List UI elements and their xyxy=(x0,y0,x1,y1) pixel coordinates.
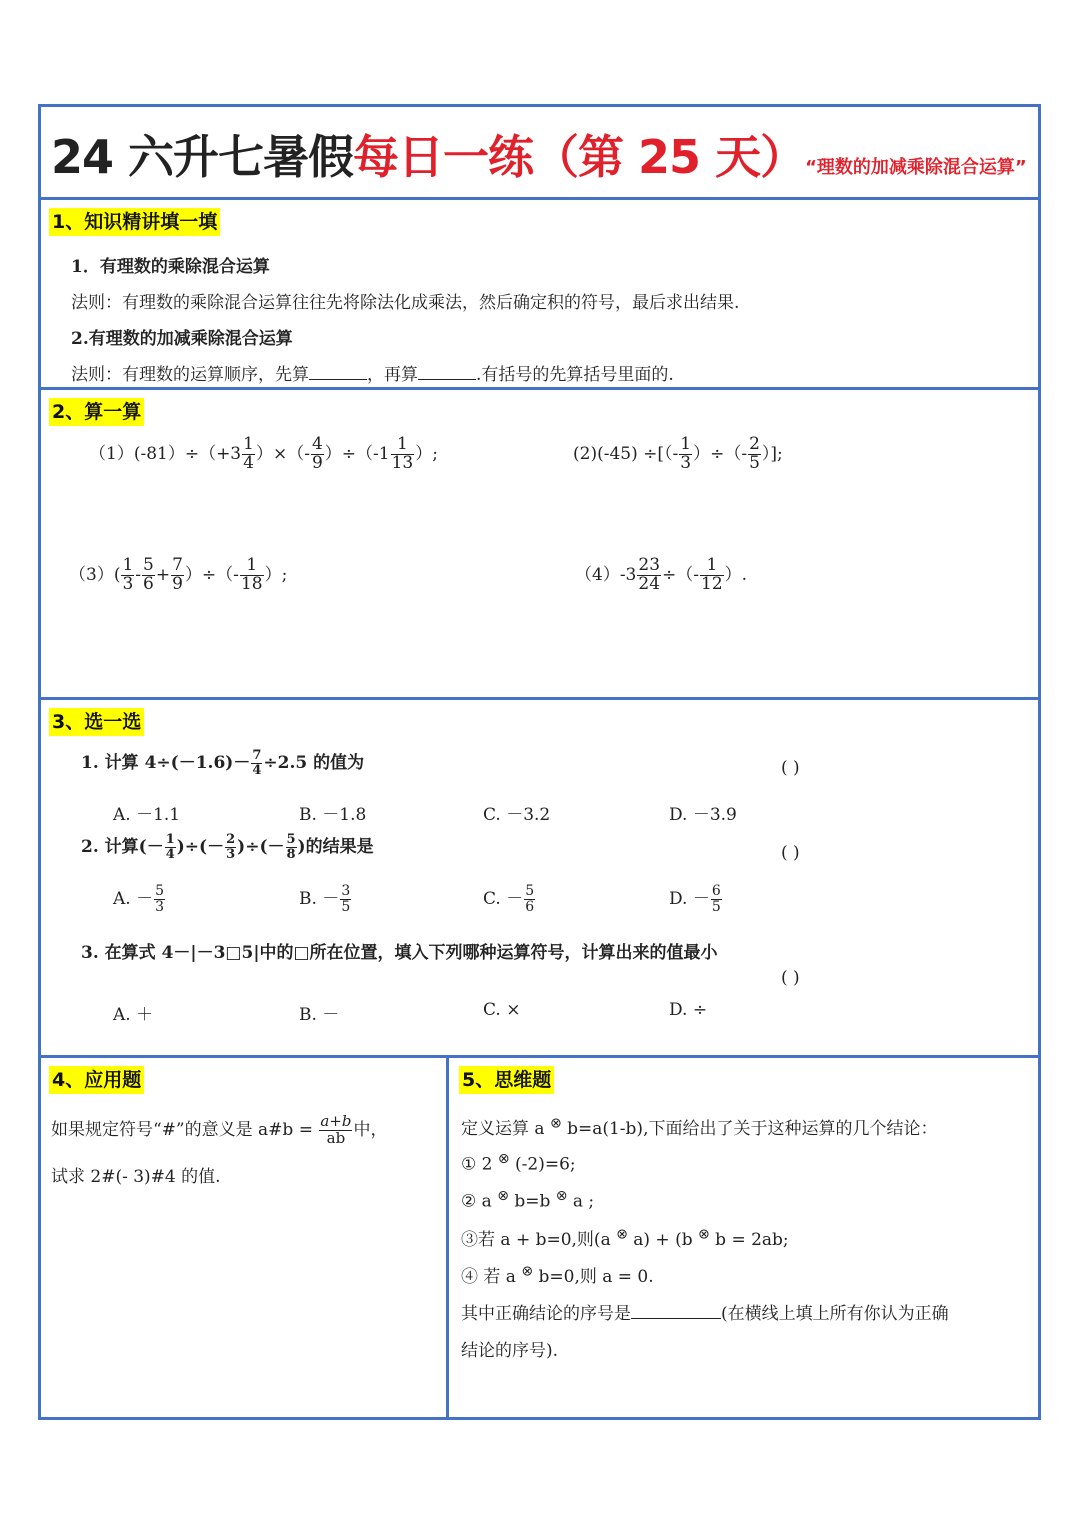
p1-d: ）; xyxy=(415,443,438,464)
t4-c: b = 2ab; xyxy=(715,1230,789,1250)
q1-b: ÷2.5 的值为 xyxy=(263,753,365,773)
q2-b-frac xyxy=(340,884,351,914)
p4-frac2 xyxy=(700,557,724,594)
q3-option-b[interactable]: B. － xyxy=(299,1005,340,1025)
problem-3 xyxy=(69,557,287,594)
q2-b-num: 3 xyxy=(341,883,351,900)
q2-d-label: D. － xyxy=(669,889,710,909)
otimes-icon: ⊗ xyxy=(497,1188,509,1204)
think-line-1 xyxy=(461,1114,937,1139)
t6-b: (在横线上填上所有你认为正确 xyxy=(721,1304,949,1324)
section-choice xyxy=(41,700,1038,1058)
q1-f-den: 4 xyxy=(252,763,262,778)
p1-f2-num: 4 xyxy=(311,434,323,454)
title-daily: 每日一练（第 25 天） xyxy=(353,130,806,184)
p2-b: ）÷（- xyxy=(693,443,748,464)
q2-d-den: 5 xyxy=(711,899,721,915)
q1-option-c[interactable]: C. －3.2 xyxy=(483,805,551,825)
p2-f2-den: 5 xyxy=(749,452,760,473)
otimes-icon: ⊗ xyxy=(698,1226,710,1243)
problem-4 xyxy=(575,557,747,594)
title-grade: 24 六升七暑假 xyxy=(51,130,354,184)
p3-frac3 xyxy=(171,557,184,594)
q1-answer-paren[interactable]: ( ) xyxy=(781,758,800,778)
otimes-icon: ⊗ xyxy=(616,1226,628,1243)
p3-frac4 xyxy=(240,557,264,594)
item1-rule: 法则：有理数的乘除混合运算往往先将除法化成乘法，然后确定积的符号，最后求出结果. xyxy=(71,293,740,313)
section-2-heading: 2、算一算 xyxy=(49,398,144,426)
app-text-b: 中， xyxy=(353,1119,388,1140)
t2-a: ① 2 xyxy=(461,1154,493,1175)
q2-f1-den: 4 xyxy=(165,847,175,862)
page-title xyxy=(51,121,1027,187)
q2-frac3 xyxy=(286,833,297,861)
p4-frac1 xyxy=(637,557,661,594)
app-line-1 xyxy=(51,1114,387,1147)
p1-f1-num: 1 xyxy=(243,434,254,454)
t2-b: (-2)=6; xyxy=(515,1154,576,1175)
q2-a-label: A. － xyxy=(113,889,154,909)
q2-option-b[interactable] xyxy=(299,884,352,915)
p1-b: ）×（- xyxy=(255,443,310,464)
q1-option-b[interactable]: B. －1.8 xyxy=(299,805,367,825)
q1-option-a[interactable]: A. －1.1 xyxy=(113,805,181,825)
p1-frac2 xyxy=(311,436,324,473)
p1-f1-den: 4 xyxy=(243,452,254,473)
q2-option-a[interactable] xyxy=(113,884,166,915)
otimes-icon: ⊗ xyxy=(521,1263,534,1280)
otimes-icon: ⊗ xyxy=(549,1115,562,1132)
p4-b: ÷（- xyxy=(662,564,700,585)
q2-f2-num: 2 xyxy=(226,832,236,848)
p3-f3-den: 9 xyxy=(172,573,183,594)
p1-f3-num: 1 xyxy=(391,436,415,455)
p2-f1-den: 3 xyxy=(680,452,692,473)
q3-option-c[interactable]: C. × xyxy=(483,1000,521,1020)
item2-title: 2.有理数的加减乘除混合运算 xyxy=(71,329,293,349)
p1-frac1 xyxy=(242,436,255,473)
section-bottom xyxy=(41,1058,1038,1417)
section-5-heading: 5、思维题 xyxy=(459,1066,554,1094)
q2-c-frac xyxy=(524,884,535,914)
p1-f3-den: 13 xyxy=(391,452,414,473)
think-line-4 xyxy=(461,1225,789,1250)
app-f-den: ab xyxy=(326,1128,346,1147)
otimes-icon: ⊗ xyxy=(497,1151,510,1167)
q2-b: )÷(－ xyxy=(176,837,225,857)
q2-b-label: B. － xyxy=(299,889,340,909)
t3-a: ② a xyxy=(461,1191,492,1212)
p3-f2-num: 5 xyxy=(143,555,154,575)
column-divider xyxy=(446,1058,449,1417)
q3-stem: 3. 在算式 4－|－3□5|中的□所在位置，填入下列哪种运算符号，计算出来的值最小 xyxy=(81,943,718,963)
section-3-heading: 3、选一选 xyxy=(49,708,144,736)
p3-f2-den: 6 xyxy=(143,573,154,594)
q2-c-den: 6 xyxy=(525,899,535,915)
q2-frac2 xyxy=(225,833,236,861)
t4-b: a) + (b xyxy=(633,1230,693,1250)
t1-a: 定义运算 a xyxy=(461,1119,545,1139)
q2-c: )÷(－ xyxy=(237,837,285,857)
t3-b: b=b xyxy=(514,1191,551,1212)
p2-f1-num: 1 xyxy=(680,434,692,454)
q2-stem xyxy=(81,832,374,862)
q2-f2-den: 3 xyxy=(226,847,236,862)
q2-option-c[interactable] xyxy=(483,884,536,915)
think-line-3 xyxy=(461,1188,594,1212)
problem-2 xyxy=(573,436,783,473)
p4-f1-num: 23 xyxy=(638,555,661,575)
p3-f4-num: 1 xyxy=(240,557,264,576)
p3-d: ）÷（- xyxy=(184,564,239,585)
q2-c-label: C. － xyxy=(483,889,524,909)
q2-d-frac xyxy=(711,884,722,914)
worksheet xyxy=(38,104,1041,1420)
q2-answer-paren[interactable]: ( ) xyxy=(781,843,800,863)
p2-a: (2)(-45) ÷[（- xyxy=(573,443,679,464)
problem-1 xyxy=(89,436,438,473)
app-frac xyxy=(319,1114,352,1147)
q2-frac1 xyxy=(165,833,176,861)
q2-b-den: 5 xyxy=(341,899,351,915)
q2-a-num: 5 xyxy=(155,883,165,900)
p1-f2-den: 9 xyxy=(311,452,323,473)
section-1-heading: 1、知识精讲填一填 xyxy=(49,208,220,236)
q1-f-num: 7 xyxy=(252,748,262,764)
title-topic: “理数的加减乘除混合运算” xyxy=(805,157,1027,178)
section-compute xyxy=(41,390,1038,700)
p4-a: （4）-3 xyxy=(575,564,637,585)
p1-c: ）÷（-1 xyxy=(324,443,390,464)
t5-b: b=0,则 a = 0. xyxy=(538,1267,654,1287)
q3-answer-paren[interactable]: ( ) xyxy=(781,968,800,988)
think-line-5 xyxy=(461,1262,654,1287)
p3-frac1 xyxy=(121,557,134,594)
t4-a: ③若 a + b=0,则(a xyxy=(461,1230,611,1250)
answer-blank[interactable] xyxy=(631,1304,721,1319)
p1-frac3 xyxy=(391,436,415,473)
p3-c: + xyxy=(155,564,171,585)
p3-f3-num: 7 xyxy=(172,555,183,575)
q2-d-num: 6 xyxy=(711,883,721,900)
q2-f1-num: 1 xyxy=(165,832,175,848)
p3-b: - xyxy=(135,564,142,585)
rule-text-b: ，再算 xyxy=(367,365,418,385)
think-line-6 xyxy=(461,1299,949,1324)
t5-a: ④ 若 a xyxy=(461,1267,516,1287)
p4-f1-den: 24 xyxy=(638,573,661,594)
q3-option-a[interactable]: A. ＋ xyxy=(113,1005,154,1025)
blank-second[interactable] xyxy=(418,365,476,380)
q2-a-frac xyxy=(154,884,165,914)
t6-a: 其中正确结论的序号是 xyxy=(461,1304,631,1324)
q1-stem xyxy=(81,748,364,778)
item2-rule xyxy=(71,360,674,385)
think-line-2 xyxy=(461,1151,576,1175)
q3-option-d[interactable]: D. ÷ xyxy=(669,1000,708,1020)
q2-f3-num: 5 xyxy=(286,832,296,848)
p4-f2-num: 1 xyxy=(700,557,724,576)
q2-d: )的结果是 xyxy=(297,837,374,857)
p3-f4-den: 18 xyxy=(240,573,263,594)
q2-f3-den: 8 xyxy=(286,847,296,862)
p3-e: ）; xyxy=(264,564,288,585)
p3-f1-den: 3 xyxy=(122,573,134,594)
p4-f2-den: 12 xyxy=(701,573,723,594)
t1-b: b=a(1-b),下面给出了关于这种运算的几个结论： xyxy=(567,1119,938,1139)
title-row xyxy=(41,107,1038,200)
p3-frac2 xyxy=(142,557,155,594)
p3-f1-num: 1 xyxy=(122,555,134,575)
section-knowledge xyxy=(41,200,1038,390)
p3-a: （3）( xyxy=(69,564,121,585)
rule-text-c: .有括号的先算括号里面的. xyxy=(476,365,674,385)
item1-title: 1．有理数的乘除混合运算 xyxy=(71,257,270,277)
q2-c-num: 5 xyxy=(525,883,535,900)
rule-text-a: 法则：有理数的运算顺序，先算 xyxy=(71,365,309,385)
app-f-num: a+b xyxy=(320,1112,352,1130)
p1-a: （1）(-81）÷（+3 xyxy=(89,443,242,464)
otimes-icon: ⊗ xyxy=(555,1188,568,1204)
q2-a-den: 3 xyxy=(155,899,165,915)
p2-frac1 xyxy=(679,436,692,473)
p2-c: ）]; xyxy=(761,443,783,464)
t3-c: a ; xyxy=(572,1191,595,1212)
q1-option-d[interactable]: D. －3.9 xyxy=(669,805,737,825)
q1-a: 1. 计算 4÷(－1.6)－ xyxy=(81,753,251,773)
p2-frac2 xyxy=(748,436,761,473)
think-line-7: 结论的序号). xyxy=(461,1341,559,1361)
q2-option-d[interactable] xyxy=(669,884,723,915)
q1-frac xyxy=(251,749,262,777)
app-text-a: 如果规定符号“#”的意义是 a#b = xyxy=(51,1119,313,1140)
section-4-heading: 4、应用题 xyxy=(49,1066,144,1094)
p2-f2-num: 2 xyxy=(749,434,760,454)
q2-a: 2. 计算(－ xyxy=(81,837,164,857)
p4-c: ）. xyxy=(724,564,748,585)
app-line-2: 试求 2#(- 3)#4 的值. xyxy=(51,1167,221,1187)
blank-first[interactable] xyxy=(309,365,367,380)
